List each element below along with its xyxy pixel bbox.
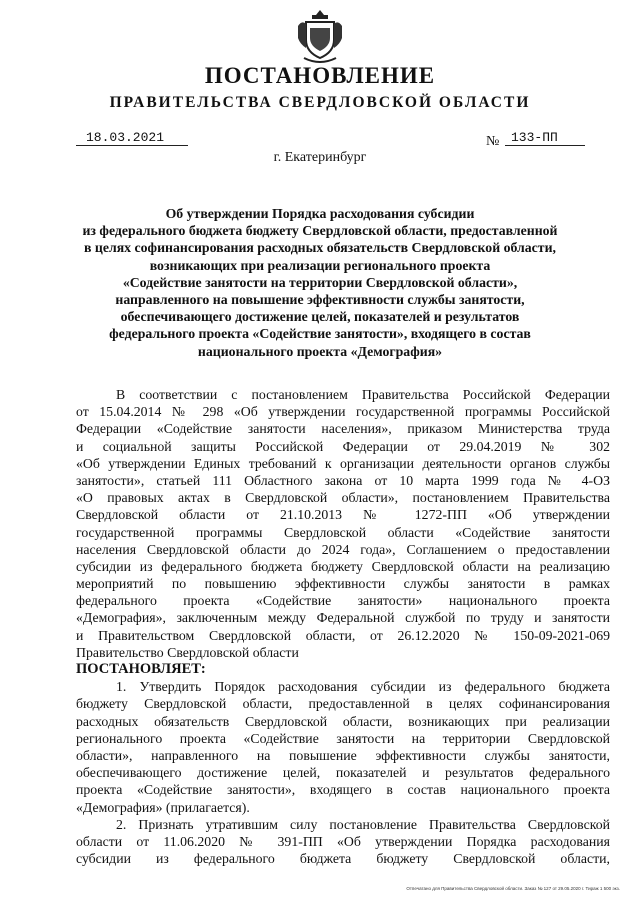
body-line: области от 11.06.2020 № 391-ПП «Об утверждении Порядка расходования: [76, 833, 610, 849]
heading-line: Об утверждении Порядка расходования субсидии: [165, 206, 475, 221]
body-line: обеспечивающего достижение целей, показателей и результатов федерального: [76, 765, 610, 781]
body-line: «Об утверждении Единых требований к организации деятельности органов службы: [76, 455, 610, 471]
document-date: 18.03.2021: [86, 130, 165, 145]
print-footer: Отпечатано для Правительства Свердловской области. Заказ № 127 от 29.05.2020 г. Тираж 1 500 экз.: [406, 886, 620, 891]
heading-line: «Содействие занятости на территории Свердловской области»,: [122, 274, 518, 290]
document-subtitle: ПРАВИТЕЛЬСТВА СВЕРДЛОВСКОЙ ОБЛАСТИ: [109, 94, 531, 111]
body-line: В соответствии с постановлением Правительства Российской Федерации: [116, 387, 610, 402]
body-line: расходных обязательств Свердловской области, возникающих при реализации: [76, 713, 610, 729]
document-title: ПОСТАНОВЛЕНИЕ: [204, 63, 436, 88]
body-line: федерального проекта «Содействие занятости» национального проекта: [76, 593, 610, 609]
body-line: «Демография» (прилагается).: [76, 799, 250, 815]
body-line: населения Свердловской области до 2024 года», Соглашением о предоставлении: [76, 541, 610, 557]
body-line: регионального проекта «Содействие занятости на территории Свердловской: [76, 730, 610, 746]
body-line: и социальной защиты Российской Федерации от 29.04.2019 № 302: [76, 438, 610, 454]
body-line: «О правовых актах в Свердловской области», постановлением Правительства: [76, 490, 610, 506]
body-line: Федерации «Содействие занятости населения», приказом Министерства труда: [76, 421, 610, 437]
body-line: области», направленного на повышение эффективности службы занятости,: [76, 747, 610, 763]
body-line: от 15.04.2014 № 298 «Об утверждении государственной программы Российской: [76, 404, 610, 420]
body-line: 2. Признать утратившим силу постановление Правительства Свердловской: [116, 816, 610, 832]
body-line: Свердловской области от 21.10.2013 № 1272-ПП «Об утверждении: [76, 507, 610, 523]
heading-line: возникающих при реализации регионального проекта: [149, 257, 491, 273]
body-line: занятости», статьей 111 Областного закона от 10 марта 1999 года № 4-ОЗ: [76, 472, 610, 488]
decree-word: ПОСТАНОВЛЯЕТ:: [76, 661, 206, 677]
heading-line: федерального проекта «Содействие занятости», входящего в состав: [109, 326, 531, 342]
document-heading: [60, 205, 580, 360]
body-line: и Правительством Свердловской области, от 26.12.2020 № 150-09-2021-069: [76, 627, 610, 643]
document-body: [76, 386, 610, 867]
heading-line: в целях софинансирования расходных обязательств Свердловской области,: [84, 240, 556, 256]
heading-line: направленного на повышение эффективности службы занятости,: [115, 292, 525, 308]
number-field: [505, 130, 585, 146]
body-line: Правительство Свердловской области: [76, 644, 299, 660]
date-field: [76, 130, 188, 146]
heading-line: национального проекта «Демография»: [197, 343, 443, 359]
document-number: 133-ПП: [511, 130, 558, 145]
coat-of-arms-icon: [296, 8, 344, 64]
body-line: проекта «Содействие занятости», входящего в состав национального проекта: [76, 782, 610, 798]
heading-line: обеспечивающего достижение целей, показателей и результатов: [120, 309, 520, 325]
body-line: государственной программы Свердловской области «Содействие занятости: [76, 524, 610, 540]
body-line: мероприятий по повышению эффективности службы занятости в рамках: [76, 576, 610, 592]
body-line: 1. Утвердить Порядок расходования субсидии из федерального бюджета: [116, 679, 610, 695]
body-line: «Демография», заключенным между Федеральной службой по труду и занятости: [76, 610, 610, 626]
heading-line: из федерального бюджета бюджету Свердловской области, предоставленной: [82, 223, 558, 239]
city: г. Екатеринбург: [273, 150, 367, 165]
body-line: субсидии из федерального бюджета бюджету Свердловской области,: [76, 851, 610, 867]
body-line: субсидии из федерального бюджета бюджету Свердловской области на реализацию: [76, 558, 610, 574]
body-line: бюджету Свердловской области, предоставленной в целях софинансирования: [76, 696, 610, 712]
number-label: №: [486, 134, 500, 149]
